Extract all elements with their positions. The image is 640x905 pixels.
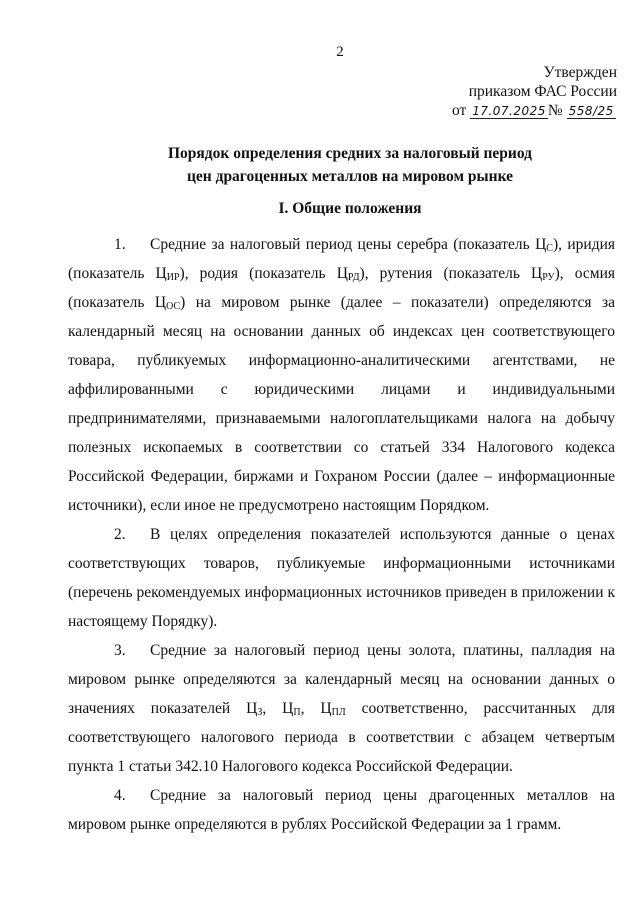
subscript: РД [347,272,360,283]
paragraph-number: 4. [114,787,126,804]
paragraph-text: , Ц [300,700,332,717]
approval-line-date-number [452,101,617,120]
paragraph-text: Средние за налоговый период цены золота, платины, палладия на мировом рынке определяются за календарный месяц на основании данных о значениях показателей Ц [68,642,615,717]
page-number: 2 [336,44,344,60]
approval-line-order: приказом ФАС России [468,83,617,100]
approval-date-handwritten: 17.07.2025 [472,104,546,118]
paragraph-text: ), родия (показатель Ц [179,265,348,282]
subscript: РУ [542,272,555,283]
approval-ot: от [452,102,467,119]
subscript: З [257,707,263,718]
paragraph-text: ), осмия (показатель Ц [68,265,615,311]
document-title [60,142,640,188]
document-title-line-2: цен драгоценных металлов на мировом рынке [186,168,513,185]
approval-line-approved: Утвержден [543,64,617,81]
subscript: С [546,243,553,254]
paragraph-text: соответственно, рассчитанных для соответствующего налогового периода в соответствии с абзацем четвертым пункта 1 статьи 342.10 Налогового кодекса Российской Федерации. [68,700,616,775]
paragraph-text: В целях определения показателей используются данные о ценах соответствующих товаров, публикуемые информационными источниками (перечень рекомендуемых информационных источников приведен в приложении к настоящему Порядку). [68,526,615,630]
approval-number-sign: № [547,102,563,119]
paragraph-text: ), иридия (показатель Ц [68,236,616,282]
paragraph-number: 1. [114,236,126,253]
paragraph-4 [68,781,615,839]
paragraph-number: 2. [114,526,126,543]
paragraph-text: ) на мировом рынке (далее – показатели) определяются за календарный месяц на основании данных об индексах цен соответствующего товара, публикуемых информационно-аналитическими агентствами, не аффилированными с юридическими лицами и индивидуальными предпринимателями, признаваемыми налогоплательщиками налога на добычу полезных ископаемых в соответствии со статьей 334 Налогового кодекса Российской Федерации, биржами и Гохраном России (далее – информационные источники), если иное не предусмотрено настоящим Порядком. [68,294,616,514]
subscript: П [293,707,301,718]
paragraph-text: Средние за налоговый период цены серебра (показатель Ц [150,236,547,253]
subscript: ПЛ [331,707,346,718]
paragraph-text: ), рутения (показатель Ц [359,265,543,282]
document-body [68,230,615,839]
paragraph-number: 3. [114,642,126,659]
subscript: ИР [166,272,180,283]
paragraph-text: , Ц [262,700,294,717]
paragraph-3 [68,636,615,781]
subscript: ОС [166,301,181,312]
approval-block [452,63,617,120]
approval-number-handwritten: 558/25 [568,104,614,118]
paragraph-1 [68,230,615,520]
paragraph-2 [68,520,615,636]
paragraph-text: Средние за налоговый период цены драгоценных металлов на мировом рынке определяются в рублях Российской Федерации за 1 грамм. [68,787,615,833]
document-title-line-1: Порядок определения средних за налоговый период [167,145,533,162]
section-title: I. Общие положения [278,200,422,217]
